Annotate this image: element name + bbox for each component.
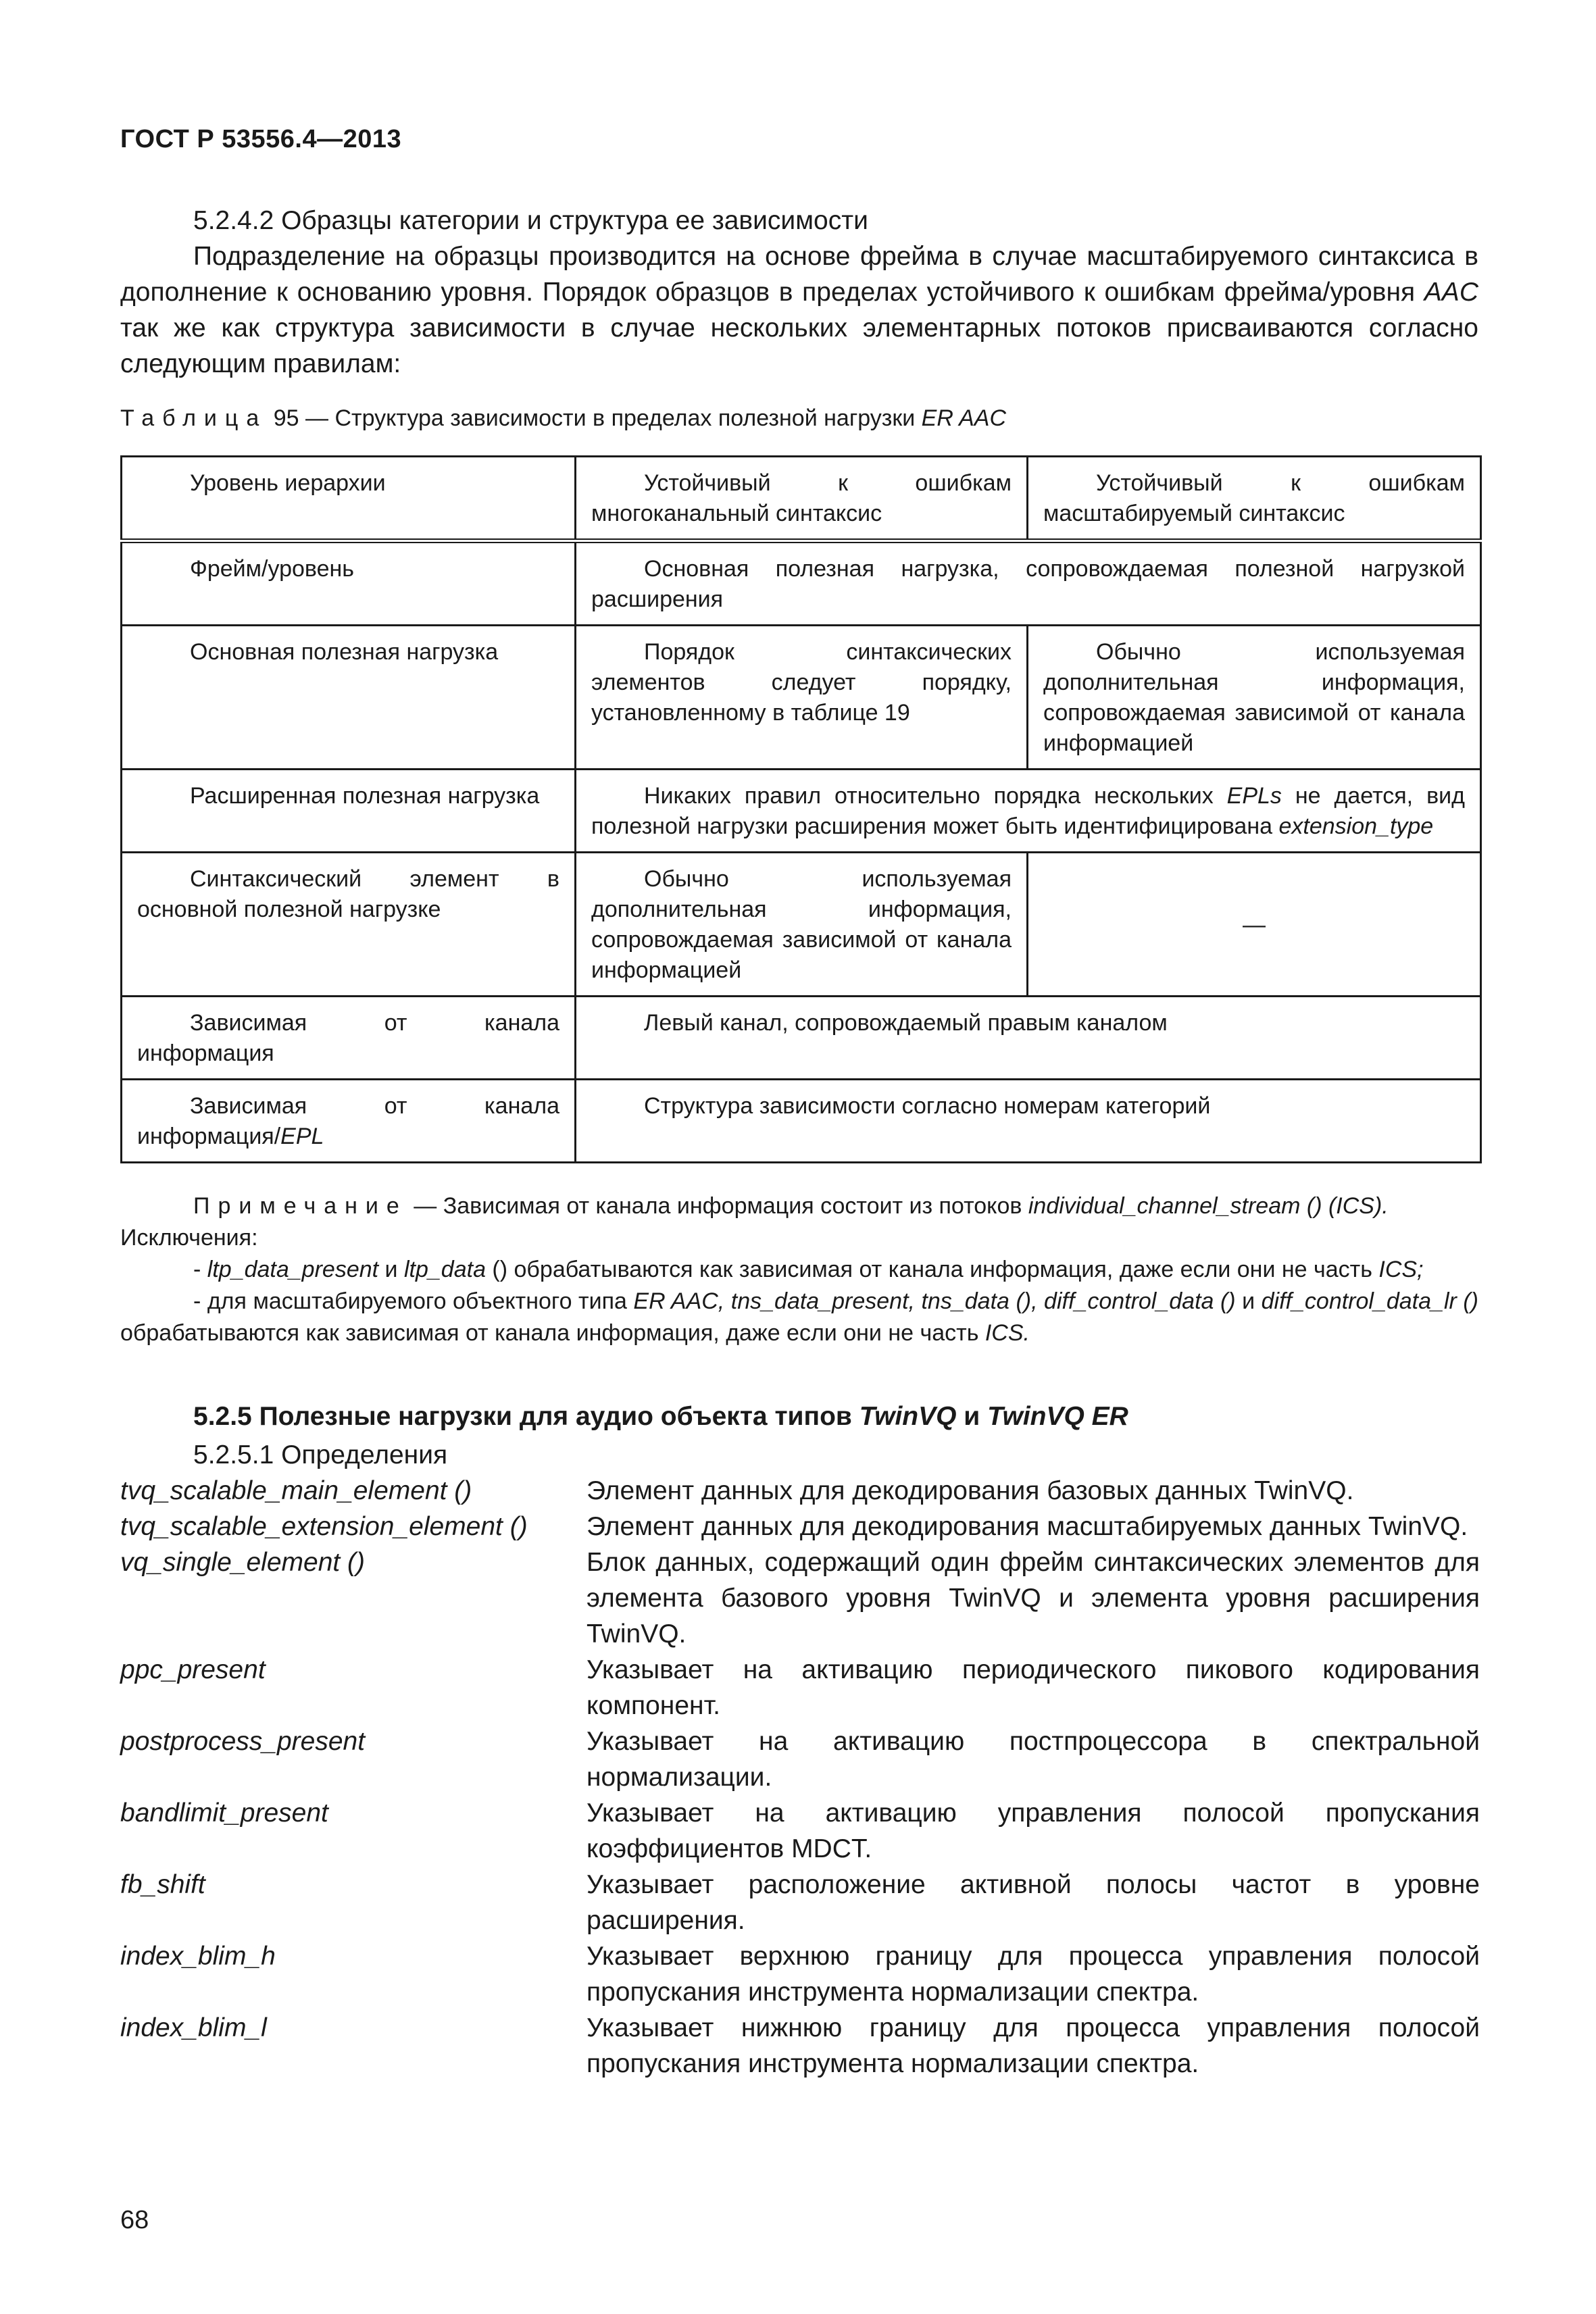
definition-row (120, 1938, 1480, 2010)
subsection-title: 5.2.5.1 Определения (193, 1440, 448, 1469)
note-exceptions: Исключения: (120, 1225, 258, 1251)
note-item-2 (120, 1286, 1478, 1349)
table-cell: Основная полезная нагрузка, сопровождаемая полезной нагрузкой расширения (576, 541, 1481, 626)
section-heading-5-2-5 (193, 1402, 1128, 1432)
heading-italic: TwinVQ (859, 1402, 957, 1431)
header-cell-hierarchy: Уровень иерархии (122, 457, 576, 541)
heading-text: 5.2.5 Полезные нагрузки для аудио объекта типов (193, 1402, 859, 1431)
note-text: - (193, 1257, 207, 1282)
definition-row (120, 1867, 1480, 1938)
definition-description: Указывает нижнюю границу для процесса управления полосой пропускания инструмента нормализации спектра. (587, 2013, 1480, 2078)
definition-row (120, 1544, 1480, 1652)
cell-text: не дается, вид полезной нагрузки расширения может быть идентифицирована (591, 783, 1465, 839)
definition-term: vq_single_element () (120, 1548, 366, 1577)
note-text: и (378, 1257, 404, 1282)
body-text-1: Подразделение на образцы производится на основе фрейма в случае масштабируемого синтаксиса в дополнение к основанию уровня. Порядок образцов в пределах устойчивого к ошибкам фрейма/уровня (120, 242, 1478, 307)
table-row (122, 541, 1481, 626)
cell-text: Никаких правил относительно порядка нескольких (644, 783, 1227, 809)
table-row (122, 853, 1481, 997)
note-text: обрабатываются как зависимая от канала информация, даже если они не часть (120, 1320, 985, 1346)
definition-term: index_blim_h (120, 1942, 276, 1971)
note-label: Примечание (193, 1193, 407, 1219)
definition-description: Указывает на активацию постпроцессора в спектральной нормализации. (587, 1727, 1480, 1792)
table-cell: Синтаксический элемент в основной полезной нагрузке (122, 853, 576, 997)
definition-description: Указывает верхнюю границу для процесса управления полосой пропускания инструмента нормализации спектра. (587, 1942, 1480, 2007)
table-caption-text: 95 — Структура зависимости в пределах полезной нагрузки (267, 405, 922, 431)
definition-row (120, 1724, 1480, 1795)
definition-description: Указывает расположение активной полосы частот в уровне расширения. (587, 1870, 1480, 1935)
body-text-2: так же как структура зависимости в случае нескольких элементарных потоков присваиваются согласно следующим правилам: (120, 313, 1478, 378)
definition-description: Указывает на активацию управления полосой пропускания коэффициентов MDCT. (587, 1799, 1480, 1863)
table-95 (120, 455, 1482, 1163)
page-number: 68 (120, 2206, 149, 2234)
note-text: - для масштабируемого объектного типа (193, 1288, 634, 1314)
definition-row (120, 1473, 1480, 1509)
definition-term: postprocess_present (120, 1727, 366, 1756)
table-cell: Обычно используемая дополнительная информация, сопровождаемая зависимой от канала информацией (576, 853, 1028, 997)
definitions-list (120, 1473, 1480, 2082)
definition-description: Указывает на активацию периодического пикового кодирования компонент. (587, 1655, 1480, 1720)
definition-term: tvq_scalable_extension_element () (120, 1512, 528, 1541)
header-cell-multichannel: Устойчивый к ошибкам многоканальный синтаксис (576, 457, 1028, 541)
note-line (120, 1190, 1478, 1222)
section-body-paragraph (120, 238, 1478, 382)
note-italic: ltp_data_present (207, 1257, 379, 1282)
note-italic: individual_channel_stream () (ICS). (1028, 1193, 1389, 1219)
note-text: — Зависимая от канала информация состоит из потоков (407, 1193, 1028, 1219)
table-caption-label: Таблица (120, 405, 268, 431)
table-note (120, 1190, 1478, 1349)
definition-row (120, 1795, 1480, 1867)
table-cell (122, 1080, 576, 1163)
header-cell-scalable: Устойчивый к ошибкам масштабируемый синтаксис (1028, 457, 1481, 541)
definition-row (120, 1652, 1480, 1724)
heading-text: и (956, 1402, 988, 1431)
note-text: и (1235, 1288, 1262, 1314)
heading-italic: TwinVQ ER (987, 1402, 1128, 1431)
table-caption-italic: ER AAC (921, 405, 1006, 431)
note-italic: ER AAC, tns_data_present, tns_data (), diff_control_data () (633, 1288, 1236, 1314)
table-cell: Расширенная полезная нагрузка (122, 770, 576, 853)
table-cell: Фрейм/уровень (122, 541, 576, 626)
table-row (122, 626, 1481, 770)
note-italic: diff_control_data_lr () (1261, 1288, 1478, 1314)
cell-text-italic: EPL (280, 1124, 324, 1149)
table-row (122, 1080, 1481, 1163)
definition-term: ppc_present (120, 1655, 266, 1684)
table-cell: Зависимая от канала информация (122, 997, 576, 1080)
definition-term: tvq_scalable_main_element () (120, 1476, 472, 1505)
definition-term: fb_shift (120, 1870, 205, 1899)
table-caption (120, 405, 1006, 432)
cell-text: Зависимая от канала информация/ (137, 1093, 559, 1149)
cell-text-italic: EPLs (1226, 783, 1282, 809)
definition-row (120, 1509, 1480, 1544)
table-cell: Структура зависимости согласно номерам категорий (576, 1080, 1481, 1163)
definition-term: index_blim_l (120, 2013, 267, 2042)
cell-text-italic: extension_type (1278, 813, 1434, 839)
table-cell: Основная полезная нагрузка (122, 626, 576, 770)
note-text: () обрабатываются как зависимая от канала информация, даже если они не часть (485, 1257, 1379, 1282)
definition-description: Блок данных, содержащий один фрейм синтаксических элементов для элемента базового уровня TwinVQ и элемента уровня расширения TwinVQ. (587, 1548, 1480, 1649)
definition-description: Элемент данных для декодирования базовых данных TwinVQ. (587, 1476, 1354, 1505)
document-header: ГОСТ Р 53556.4—2013 (120, 125, 402, 153)
table-row (122, 997, 1481, 1080)
note-item-1 (120, 1254, 1478, 1286)
table-cell: Обычно используемая дополнительная информация, сопровождаемая зависимой от канала информацией (1028, 626, 1481, 770)
table-header-row (122, 457, 1481, 541)
body-aac: AAC (1424, 278, 1478, 307)
section-title-5-2-4-2: 5.2.4.2 Образцы категории и структура ее зависимости (193, 206, 868, 235)
definition-description: Элемент данных для декодирования масштабируемых данных TwinVQ. (587, 1512, 1468, 1541)
definition-row (120, 2010, 1480, 2082)
note-italic: ltp_data (403, 1257, 486, 1282)
note-italic: ICS; (1378, 1257, 1424, 1282)
table-cell: Порядок синтаксических элементов следует порядку, установленному в таблице 19 (576, 626, 1028, 770)
note-italic: ICS. (984, 1320, 1030, 1346)
table-cell: Левый канал, сопровождаемый правым каналом (576, 997, 1481, 1080)
table-cell (576, 770, 1481, 853)
table-cell-dash: — (1028, 853, 1481, 997)
definition-term: bandlimit_present (120, 1799, 328, 1828)
table-row (122, 770, 1481, 853)
